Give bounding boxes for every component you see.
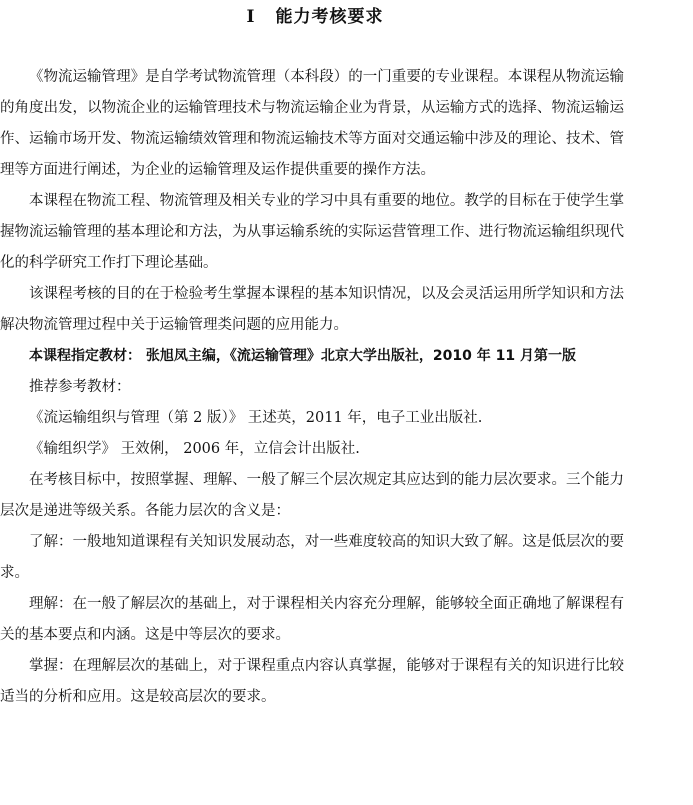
paragraph-reference-heading: 推荐参考教材：: [29, 379, 131, 395]
paragraph-level-comprehend: 理解：在一般了解层次的基础上，对于课程相关内容充分理解，能够较全面正确地了解课程有关的基本要点和内涵。这是中等层次的要求。: [0, 596, 624, 643]
paragraph-reference-book-1: 《流运输组织与管理（第 2 版）》 王述英，2011 年，电子工业出版社.: [29, 410, 483, 426]
paragraph-course-status: 本课程在物流工程、物流管理及相关专业的学习中具有重要的地位。教学的目标在于使学生掌握物流运输管理的基本理论和方法，为从事运输系统的实际运营管理工作、进行物流运输组织现代化的科学研究工作打下理论基础。: [0, 193, 624, 271]
section-heading: [0, 2, 630, 27]
paragraph-course-intro: 《物流运输管理》是自学考试物流管理（本科段）的一门重要的专业课程。本课程从物流运输的角度出发，以物流企业的运输管理技术与物流运输企业为背景，从运输方式的选择、物流运输运作、运输市场开发、物流运输绩效管理和物流运输技术等方面对交通运输中涉及的理论、技术、管理等方面进行阐述，为企业的运输管理及运作提供重要的操作方法。: [0, 69, 624, 178]
paragraph-exam-purpose: 该课程考核的目的在于检验考生掌握本课程的基本知识情况，以及会灵活运用所学知识和方法解决物流管理过程中关于运输管理类问题的应用能力。: [0, 286, 624, 333]
body-text: [0, 62, 624, 713]
paragraph-level-master: 掌握：在理解层次的基础上，对于课程重点内容认真掌握，能够对于课程有关的知识进行比较适当的分析和应用。这是较高层次的要求。: [0, 658, 624, 705]
paragraph-ability-levels: 在考核目标中，按照掌握、理解、一般了解三个层次规定其应达到的能力层次要求。三个能力层次是递进等级关系。各能力层次的含义是：: [0, 472, 624, 519]
paragraph-designated-textbook: 本课程指定教材： 张旭凤主编，《流运输管理》北京大学出版社，2010 年 11 月第一版: [29, 348, 576, 364]
paragraph-level-understand-generally: 了解：一般地知道课程有关知识发展动态，对一些难度较高的知识大致了解。这是低层次的要求。: [0, 534, 624, 581]
paragraph-reference-book-2: 《输组织学》 王效俐， 2006 年，立信会计出版社.: [29, 441, 360, 457]
section-number: I: [246, 7, 256, 27]
section-title: 能力考核要求: [275, 7, 384, 27]
